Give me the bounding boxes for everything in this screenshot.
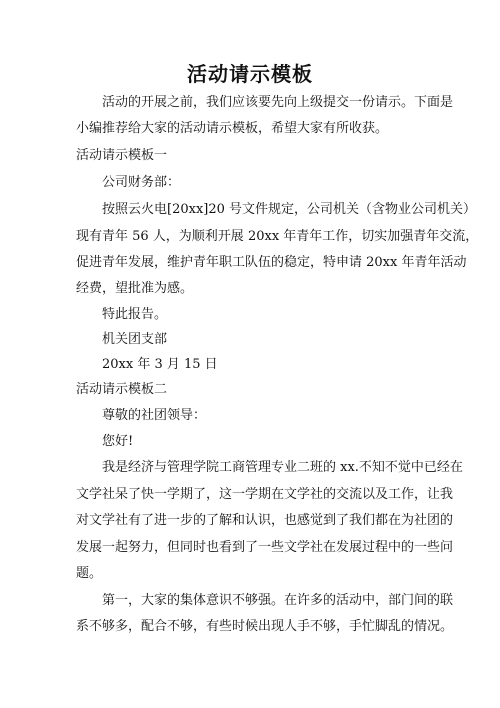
paragraph-line: 促进青年发展，维护青年职工队伍的稳定，特申请 20xx 年青年活动 [76, 255, 467, 270]
greeting-line: 您好! [102, 434, 134, 449]
paragraph-line: 我是经济与管理学院工商管理专业二班的 xx.不知不觉中已经在 [102, 460, 463, 475]
paragraph-line: 系不够多，配合不够，有些时候出现人手不够，手忙脚乱的情况。 [76, 619, 454, 634]
paragraph-line: 发展一起努力，但同时也看到了一些文学社在发展过程中的一些问 [76, 540, 454, 555]
paragraph-line: 第一，大家的集体意识不够强。在许多的活动中，部门间的联 [102, 593, 454, 608]
document-title: 活动请示模板 [187, 62, 313, 86]
date-line: 20xx 年 3 月 15 日 [102, 357, 218, 372]
salutation-line: 公司财务部： [102, 175, 181, 190]
paragraph-line: 文学社呆了快一学期了，这一学期在文学社的交流以及工作，让我 [76, 487, 454, 502]
paragraph-line: 活动的开展之前，我们应该要先向上级提交一份请示。下面是 [102, 95, 454, 110]
paragraph-line: 现有青年 56 人，为顺利开展 20xx 年青年工作，切实加强青年交流， [76, 229, 479, 244]
section-heading: 活动请示模板二 [76, 382, 168, 397]
closing-line: 特此报告。 [102, 307, 168, 322]
section-heading: 活动请示模板一 [76, 148, 168, 163]
salutation-line: 尊敬的社团领导： [102, 408, 207, 423]
paragraph-line: 经费，望批准为感。 [76, 281, 194, 296]
paragraph-line: 按照云火电[20xx]20 号文件规定，公司机关（含物业公司机关） [102, 202, 477, 217]
signature-line: 机关团支部 [102, 332, 168, 347]
paragraph-line: 题。 [76, 566, 103, 581]
paragraph-line: 小编推荐给大家的活动请示模板，希望大家有所收获。 [76, 121, 389, 136]
paragraph-line: 对文学社有了进一步的了解和认识，也感觉到了我们都在为社团的 [76, 513, 454, 528]
